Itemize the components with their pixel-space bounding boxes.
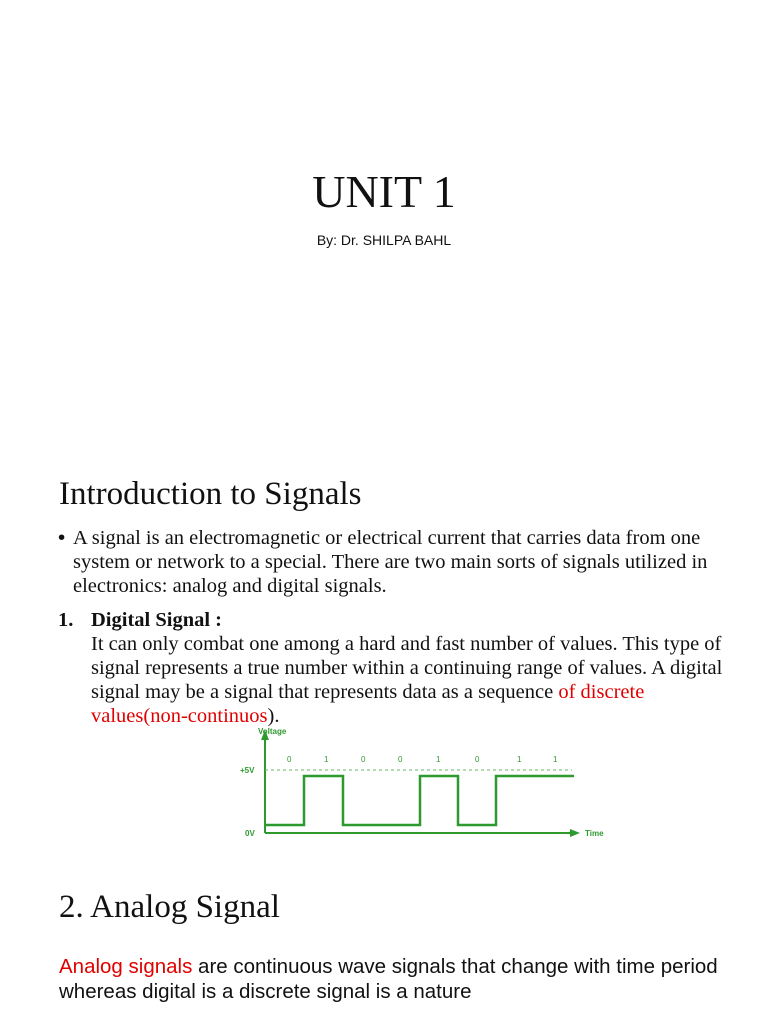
bit-label: 1: [324, 755, 329, 764]
author-byline: By: Dr. SHILPA BAHL: [316, 232, 452, 248]
item-number: 1.: [58, 609, 74, 631]
bit-label: 0: [475, 755, 480, 764]
bullet-icon: •: [58, 526, 66, 549]
item-end: ).: [267, 705, 280, 727]
bit-label: 0: [361, 755, 366, 764]
bit-label: 0: [398, 755, 403, 764]
x-axis-arrow-icon: [570, 829, 580, 837]
bit-label: 0: [287, 755, 292, 764]
slide-title: UNIT 1: [312, 166, 456, 217]
bullet-paragraph: [58, 526, 738, 598]
bit-label: 1: [436, 755, 441, 764]
high-level-label: +5V: [240, 766, 255, 775]
analog-highlight: Analog signals: [59, 955, 193, 978]
low-level-label: 0V: [245, 829, 255, 838]
section-heading: 2. Analog Signal: [59, 889, 280, 925]
bit-label: 1: [517, 755, 522, 764]
analog-paragraph: [59, 954, 739, 1004]
item-highlight: of discrete values(non-continuos: [91, 681, 645, 727]
x-axis-label: Time: [585, 829, 604, 838]
digital-signal-item: [58, 608, 738, 728]
item-body: It can only combat one among a hard and fast number of values. This type of signal represents a true number within a continuing range of values. A digital signal may be a signal that represents data as a sequence: [91, 633, 723, 703]
digital-signal-diagram: [230, 722, 620, 847]
bit-label: 1: [553, 755, 558, 764]
item-title: Digital Signal :: [91, 609, 222, 631]
analog-body: are continuous wave signals that change with time period whereas digital is a discrete signal is a nature: [59, 955, 718, 1003]
signal-waveform: [265, 776, 574, 825]
bullet-text: A signal is an electromagnetic or electrical current that carries data from one system or network to a special. There are two main sorts of signals utilized in electronics: analog and digital signals.: [73, 527, 708, 597]
y-axis-label: Voltage: [258, 727, 287, 736]
section-heading: Introduction to Signals: [59, 476, 362, 512]
